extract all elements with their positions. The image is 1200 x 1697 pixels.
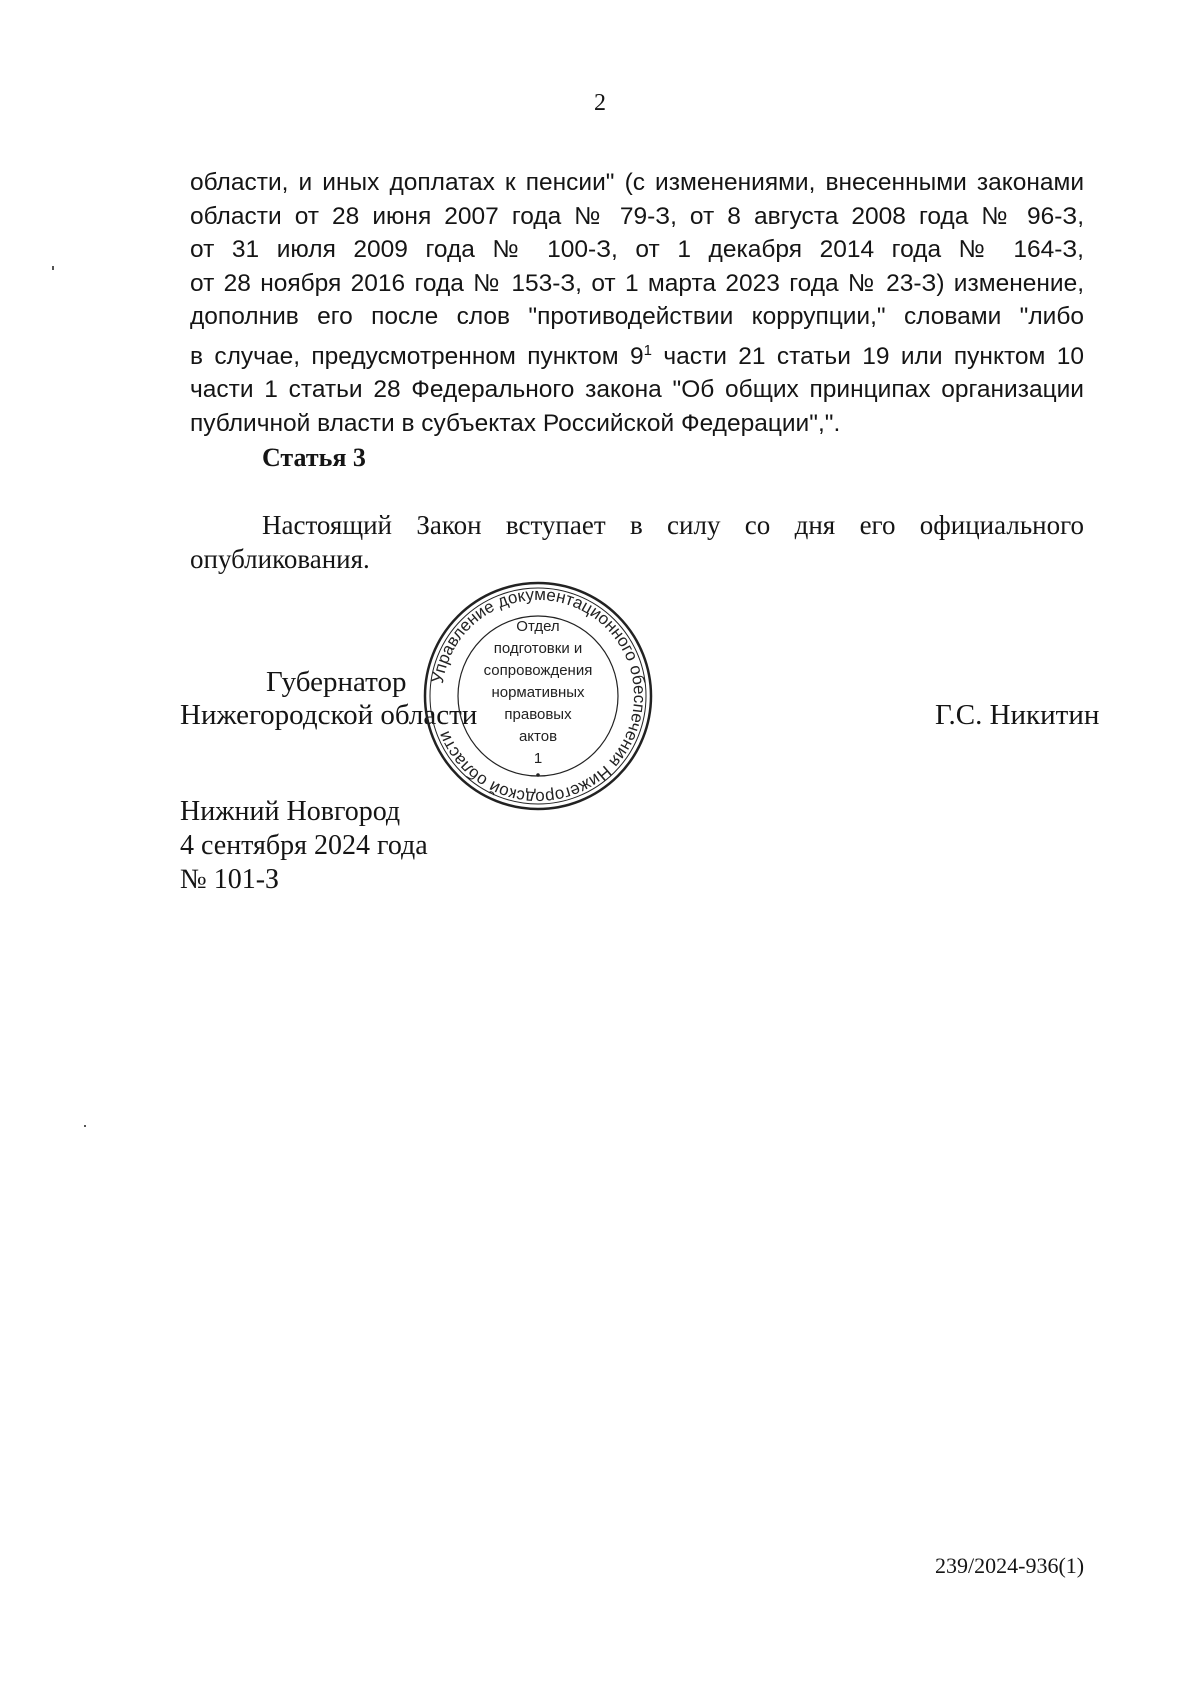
paragraph-line: дополнив его после слов "противодействии коррупции," словами "либо (190, 303, 1084, 330)
paragraph-line (190, 334, 1084, 374)
paragraph-line: Настоящий Закон вступает в силу со дня его официального (262, 510, 1084, 540)
article-3-text (190, 508, 1084, 576)
paragraph-line: части 1 статьи 28 Федерального закона "Об общих принципах организации (190, 376, 1084, 404)
paragraph-line: от 31 июля 2009 года № 100-З, от 1 декабря 2014 года № 164-З, (190, 236, 1084, 263)
signatory-name: Г.С. Никитин (935, 699, 1100, 731)
stamp-line: Отдел (516, 618, 560, 635)
paragraph-line: от 28 ноября 2016 года № 153-З, от 1 марта 2023 года № 23-З) изменение, (190, 269, 1084, 297)
paragraph-line: области от 28 июня 2007 года № 79-З, от 8 августа 2008 года № 96-З, (190, 202, 1084, 230)
city: Нижний Новгород (180, 796, 401, 827)
place-date-number (180, 795, 428, 897)
date: 4 сентября 2024 года (180, 830, 428, 861)
stamp-line: нормативных (491, 684, 585, 701)
scan-mark (84, 1125, 86, 1127)
signatory-title: Губернатор (266, 666, 407, 698)
page-number: 2 (594, 90, 606, 116)
stamp-outer-text: Управление документационного обеспечения Нижегородской области (427, 584, 650, 808)
stamp-line: актов (518, 728, 558, 745)
article-title: Статья 3 (262, 443, 366, 472)
paragraph-text: в случае, предусмотренном пунктом 9 (190, 342, 644, 370)
scan-mark (52, 266, 54, 270)
stamp-line: правовых (504, 706, 572, 723)
stamp-line: подготовки и (493, 640, 583, 657)
paragraph-line: области, и иных доплатах к пенсии" (с изменениями, внесенными законами (190, 169, 1084, 196)
paragraph-line: опубликования. (190, 544, 370, 574)
law-number: № 101-З (180, 864, 280, 895)
stamp-line: 1 (533, 750, 543, 767)
official-stamp (418, 576, 658, 816)
amendment-paragraph (190, 166, 1084, 440)
stamp-graphic (418, 576, 658, 816)
stamp-line: сопровождения (483, 662, 593, 679)
superscript: 1 (643, 341, 652, 359)
paragraph-text: части 21 статьи 19 или пунктом 10 (652, 342, 1084, 370)
signatory-region: Нижегородской области (180, 699, 478, 731)
registration-number: 239/2024-936(1) (935, 1553, 1085, 1578)
paragraph-line: публичной власти в субъектах Российской Федерации",". (190, 409, 841, 437)
